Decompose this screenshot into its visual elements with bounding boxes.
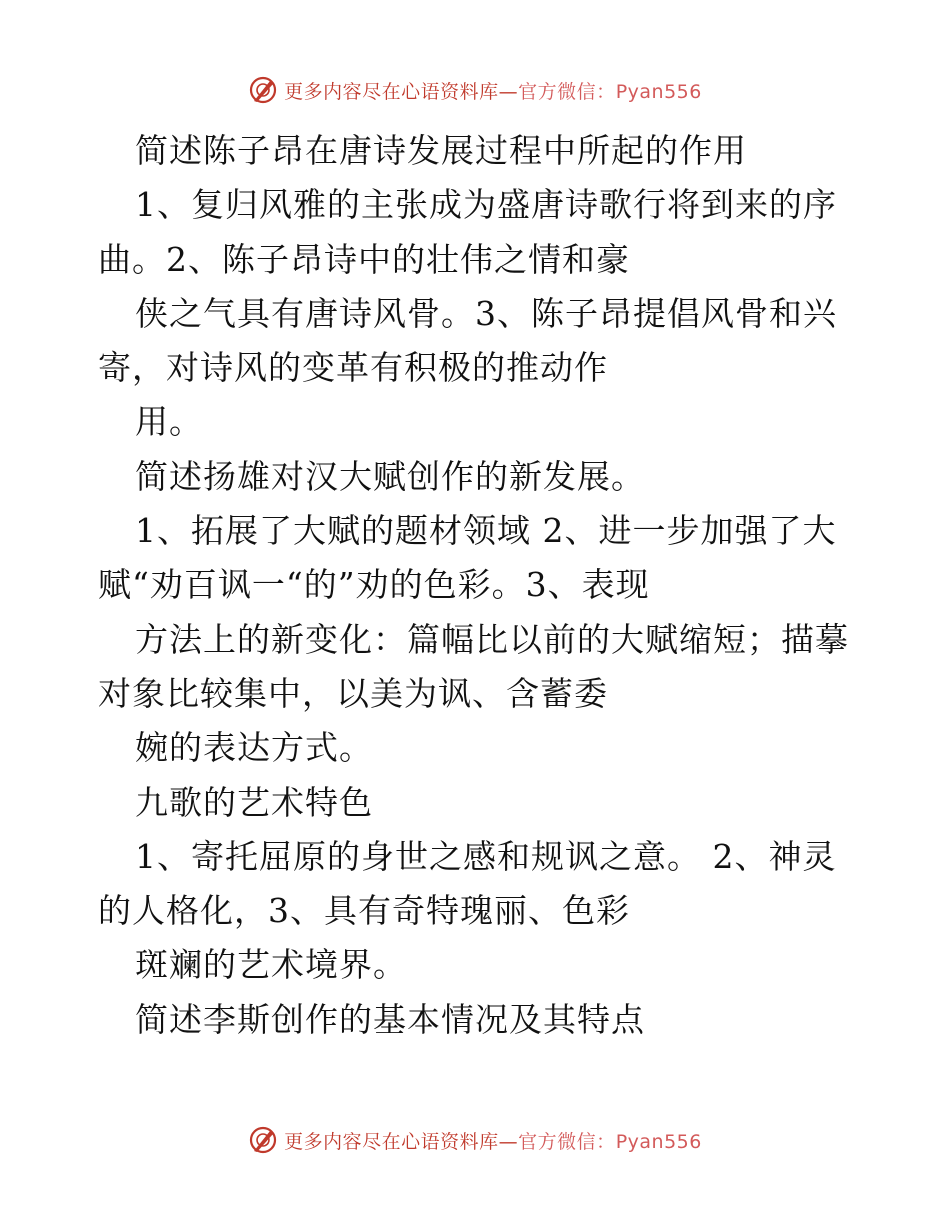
text-line: 九歌的艺术特色 xyxy=(135,782,373,822)
quill-logo-icon xyxy=(248,1125,278,1155)
text-line: 1、拓展了大赋的题材领域 2、进一步加强了大 xyxy=(135,511,837,551)
text-line: 赋“劝百讽一“的”劝的色彩。3、表现 xyxy=(98,565,650,605)
text-line: 对象比较集中，以美为讽、含蓄委 xyxy=(98,673,608,713)
text-line: 简述扬雄对汉大赋创作的新发展。 xyxy=(135,456,645,496)
header-banner xyxy=(0,70,950,110)
header-banner-text xyxy=(284,77,702,104)
footer-banner xyxy=(0,1120,950,1160)
footer-wechat-label: 官方微信： xyxy=(518,1130,616,1153)
footer-wechat-id: Pyan556 xyxy=(615,1130,702,1153)
text-line: 简述陈子昂在唐诗发展过程中所起的作用 xyxy=(135,131,747,170)
document-body xyxy=(0,124,950,1047)
text-line: 用。 xyxy=(135,402,203,442)
header-wechat-label: 官方微信： xyxy=(518,80,616,103)
header-separator: — xyxy=(498,80,519,103)
text-line: 1、复归风雅的主张成为盛唐诗歌行将到来的序 xyxy=(135,185,837,225)
header-wechat-id: Pyan556 xyxy=(615,80,702,103)
text-line: 侠之气具有唐诗风骨。3、陈子昂提倡风骨和兴 xyxy=(135,293,837,333)
text-line: 1、寄托屈原的身世之感和规讽之意。 2、神灵 xyxy=(135,836,837,876)
text-line: 简述李斯创作的基本情况及其特点 xyxy=(135,999,645,1039)
text-line: 寄，对诗风的变革有积极的推动作 xyxy=(98,348,608,388)
footer-separator: — xyxy=(498,1130,519,1153)
header-brand: 更多内容尽在心语资料库 xyxy=(284,80,499,103)
text-line: 的人格化，3、具有奇特瑰丽、色彩 xyxy=(98,891,630,931)
text-line: 曲。2、陈子昂诗中的壮伟之情和豪 xyxy=(98,239,630,279)
text-line: 方法上的新变化：篇幅比以前的大赋缩短；描摹 xyxy=(135,619,849,659)
footer-brand: 更多内容尽在心语资料库 xyxy=(284,1130,499,1153)
text-line: 婉的表达方式。 xyxy=(135,728,373,768)
text-line: 斑斓的艺术境界。 xyxy=(135,945,407,985)
footer-banner-text xyxy=(284,1127,702,1154)
quill-logo-icon xyxy=(248,75,278,105)
